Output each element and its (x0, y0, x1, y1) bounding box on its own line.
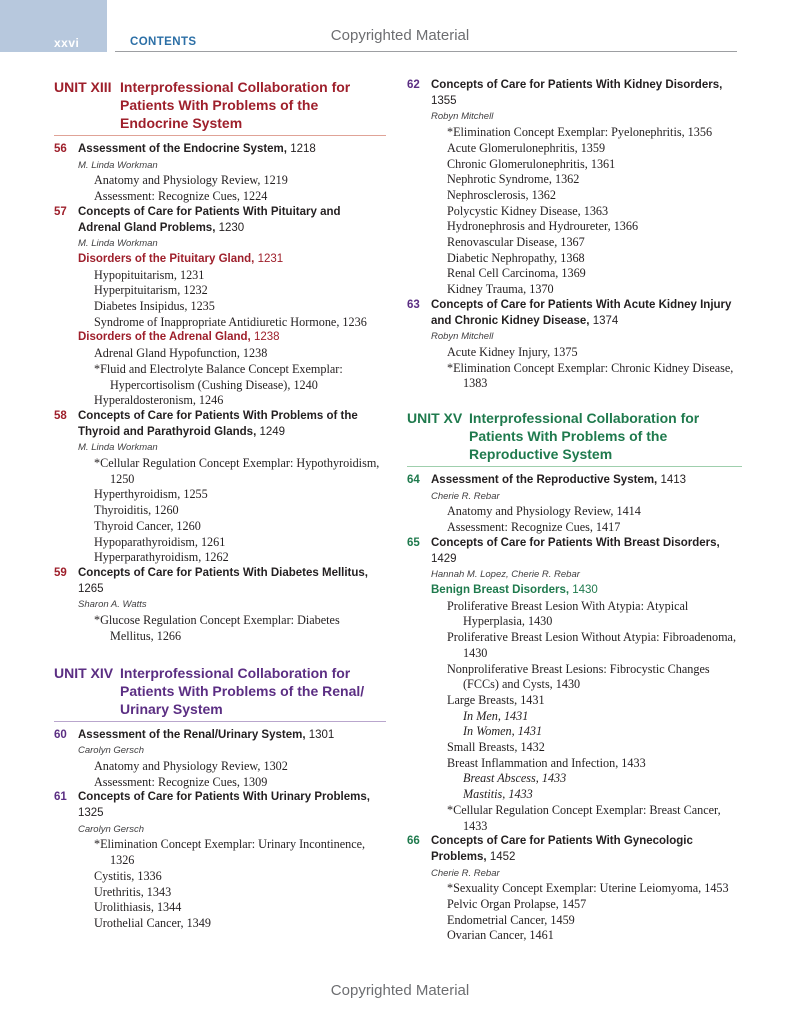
subtopic[interactable]: In Men, 1431 (463, 708, 529, 723)
topic[interactable]: Diabetes Insipidus, 1235 (94, 299, 215, 314)
chapter-entry (407, 298, 742, 392)
chapter-number: 59 (54, 566, 67, 579)
topic[interactable]: Anatomy and Physiology Review, 1302 (94, 758, 288, 773)
chapter-entry (54, 142, 386, 205)
subtopic[interactable]: In Women, 1431 (463, 724, 543, 739)
right-column (407, 78, 742, 944)
topic[interactable]: *Fluid and Electrolyte Balance Concept Exemplar: Hypercortisolism (Cushing Disease), 1240 (94, 361, 343, 392)
unit-label: UNIT XV (407, 410, 463, 427)
topic[interactable]: Proliferative Breast Lesion Without Atypia: Fibroadenoma, 1430 (447, 630, 737, 660)
chapter-entry (54, 409, 386, 566)
topic[interactable]: Polycystic Kidney Disease, 1363 (447, 203, 609, 218)
topic[interactable]: Syndrome of Inappropriate Antidiuretic Hormone, 1236 (94, 314, 367, 329)
section-heading (54, 330, 386, 346)
chapter-number: 62 (407, 79, 420, 91)
chapter-number: 56 (54, 143, 67, 155)
chapter-author: Cherie R. Rebar (431, 867, 500, 879)
copyright-watermark-bottom: Copyrighted Material (330, 982, 470, 999)
topic[interactable]: Hyperthyroidism, 1255 (94, 487, 208, 502)
topic[interactable]: Assessment: Recognize Cues, 1224 (94, 189, 268, 204)
topic[interactable]: Nephrotic Syndrome, 1362 (447, 172, 580, 187)
topic[interactable]: Thyroiditis, 1260 (94, 503, 179, 518)
unit-heading (407, 409, 742, 467)
unit-title: Interprofessional Collaboration for Patients With Problems of the Reproductive System (469, 410, 700, 463)
topic[interactable]: Pelvic Organ Prolapse, 1457 (447, 897, 587, 912)
chapter-author: Carolyn Gersch (78, 745, 144, 757)
chapter-author: M. Linda Workman (78, 442, 158, 454)
chapter-title[interactable]: Concepts of Care for Patients With Gynecologic Problems, (431, 835, 693, 863)
topic[interactable]: *Elimination Concept Exemplar: Chronic Kidney Disease, 1383 (447, 360, 734, 391)
chapter-page: 1429 (431, 552, 457, 565)
section-title[interactable]: Disorders of the Adrenal Gland, (78, 331, 251, 344)
topic[interactable]: Nephrosclerosis, 1362 (447, 187, 556, 202)
chapter-page: 1218 (290, 143, 316, 155)
chapter-entry (54, 790, 386, 931)
topic[interactable]: Hypoparathyroidism, 1261 (94, 534, 226, 549)
left-column (54, 78, 386, 932)
section-page: 1430 (572, 583, 598, 596)
subtopic[interactable]: Mastitis, 1433 (463, 787, 533, 802)
topic[interactable]: Endometrial Cancer, 1459 (447, 912, 575, 927)
chapter-author: Cherie R. Rebar (431, 490, 500, 502)
chapter-title[interactable]: Concepts of Care for Patients With Acute Kidney Injury and Chronic Kidney Disease, (431, 298, 732, 327)
chapter-page: 1413 (660, 474, 687, 487)
chapter-number: 64 (407, 474, 420, 487)
topic[interactable]: Urothelial Cancer, 1349 (94, 915, 211, 930)
topic[interactable]: Anatomy and Physiology Review, 1414 (447, 504, 641, 519)
unit-label: UNIT XIII (54, 79, 112, 95)
topic[interactable]: Chronic Glomerulonephritis, 1361 (447, 156, 616, 171)
chapter-page: 1355 (431, 94, 457, 107)
chapter-author: Sharon A. Watts (78, 599, 147, 611)
chapter-title[interactable]: Concepts of Care for Patients With Breast Disorders, (431, 536, 720, 549)
unit-heading (54, 78, 386, 136)
topic[interactable]: Renal Cell Carcinoma, 1369 (447, 266, 586, 281)
chapter-entry (407, 536, 742, 834)
chapter-title[interactable]: Concepts of Care for Patients With Urinary Problems, (78, 791, 370, 804)
chapter-title[interactable]: Concepts of Care for Patients With Diabetes Mellitus, (78, 566, 368, 579)
chapter-title[interactable]: Assessment of the Endocrine System, (78, 143, 287, 155)
chapter-number: 58 (54, 409, 67, 422)
topic[interactable]: Thyroid Cancer, 1260 (94, 518, 201, 533)
topic[interactable]: Anatomy and Physiology Review, 1219 (94, 173, 288, 188)
topic[interactable]: Hypopituitarism, 1231 (94, 267, 205, 282)
chapter-title[interactable]: Concepts of Care for Patients With Kidney Disorders, (431, 79, 723, 91)
topic[interactable]: *Cellular Regulation Concept Exemplar: Breast Cancer, 1433 (447, 802, 721, 833)
topic[interactable]: Small Breasts, 1432 (447, 740, 545, 755)
unit-label: UNIT XIV (54, 664, 114, 681)
topic[interactable]: Hyperaldosteronism, 1246 (94, 393, 224, 408)
chapter-entry (54, 205, 386, 409)
chapter-author: Carolyn Gersch (78, 823, 144, 835)
chapter-page: 1452 (489, 850, 516, 863)
topic[interactable]: *Elimination Concept Exemplar: Urinary Incontinence, 1326 (94, 837, 366, 868)
section-heading (407, 583, 742, 599)
topic[interactable]: *Cellular Regulation Concept Exemplar: Hypothyroidism, 1250 (94, 456, 380, 486)
chapter-author: M. Linda Workman (78, 159, 158, 171)
chapter-page: 1265 (78, 582, 104, 595)
section-heading (54, 252, 386, 268)
topic[interactable]: Breast Inflammation and Infection, 1433 (447, 755, 646, 770)
chapter-number: 63 (407, 298, 420, 311)
chapter-page: 1249 (259, 425, 286, 438)
topic[interactable]: Hydronephrosis and Hydroureter, 1366 (447, 219, 639, 234)
chapter-title[interactable]: Assessment of the Reproductive System, (431, 474, 658, 487)
topic[interactable]: *Glucose Regulation Concept Exemplar: Diabetes Mellitus, 1266 (94, 613, 340, 643)
topic[interactable]: Cystitis, 1336 (94, 868, 162, 883)
copyright-watermark-top: Copyrighted Material (330, 27, 470, 44)
topic[interactable]: Hyperpituitarism, 1232 (94, 283, 208, 298)
subtopic[interactable]: Breast Abscess, 1433 (463, 771, 567, 786)
chapter-entry (407, 78, 742, 298)
header-rule (115, 51, 737, 52)
unit-title: Interprofessional Collaboration for Patients With Problems of the Endocrine System (120, 79, 351, 131)
topic[interactable]: Assessment: Recognize Cues, 1309 (94, 774, 268, 789)
page-number: xxvi (54, 36, 80, 50)
chapter-entry (407, 834, 742, 944)
section-title[interactable]: Disorders of the Pituitary Gland, (78, 252, 255, 265)
chapter-entry (54, 566, 386, 645)
topic[interactable]: Acute Kidney Injury, 1375 (447, 344, 578, 359)
topic[interactable]: Ovarian Cancer, 1461 (447, 928, 554, 943)
chapter-title[interactable]: Concepts of Care for Patients With Pituitary and Adrenal Gland Problems, (78, 205, 341, 234)
chapter-author: Robyn Mitchell (431, 331, 494, 343)
topic[interactable]: Adrenal Gland Hypofunction, 1238 (94, 346, 268, 361)
chapter-page: 1374 (592, 314, 619, 327)
chapter-title[interactable]: Assessment of the Renal/Urinary System, (78, 728, 306, 741)
running-head: CONTENTS (130, 36, 197, 48)
unit-title: Interprofessional Collaboration for Patients With Problems of the Renal/ Urinary System (120, 664, 365, 717)
topic[interactable]: Hyperparathyroidism, 1262 (94, 550, 229, 565)
topic[interactable]: Proliferative Breast Lesion With Atypia: Atypical Hyperplasia, 1430 (447, 598, 689, 629)
section-page: 1231 (257, 252, 284, 265)
topic[interactable]: Urolithiasis, 1344 (94, 900, 182, 915)
chapter-author: M. Linda Workman (78, 238, 158, 250)
chapter-number: 61 (54, 791, 67, 804)
chapter-page: 1325 (78, 807, 104, 820)
chapter-author: Robyn Mitchell (431, 111, 494, 123)
topic[interactable]: *Sexuality Concept Exemplar: Uterine Leiomyoma, 1453 (447, 881, 729, 896)
topic[interactable]: Large Breasts, 1431 (447, 692, 545, 707)
chapter-number: 60 (54, 728, 67, 741)
chapter-number: 65 (407, 536, 420, 549)
chapter-title[interactable]: Concepts of Care for Patients With Problems of the Thyroid and Parathyroid Glands, (78, 409, 358, 438)
chapter-page: 1301 (308, 728, 335, 741)
topic[interactable]: Kidney Trauma, 1370 (447, 282, 554, 297)
topic[interactable]: *Elimination Concept Exemplar: Pyelonephritis, 1356 (447, 125, 713, 140)
chapter-entry (54, 728, 386, 791)
chapter-number: 66 (407, 835, 420, 848)
chapter-entry (407, 473, 742, 536)
chapter-number: 57 (54, 205, 67, 218)
unit-heading (54, 664, 386, 722)
topic[interactable]: Urethritis, 1343 (94, 884, 172, 899)
topic[interactable]: Acute Glomerulonephritis, 1359 (447, 140, 606, 155)
topic[interactable]: Renovascular Disease, 1367 (447, 235, 585, 250)
topic[interactable]: Diabetic Nephropathy, 1368 (447, 250, 585, 265)
chapter-page: 1230 (218, 221, 245, 234)
topic[interactable]: Assessment: Recognize Cues, 1417 (447, 520, 621, 535)
topic[interactable]: Nonproliferative Breast Lesions: Fibrocystic Changes (FCCs) and Cysts, 1430 (447, 661, 710, 692)
section-title[interactable]: Benign Breast Disorders, (431, 583, 570, 596)
chapter-author: Hannah M. Lopez, Cherie R. Rebar (431, 569, 580, 581)
section-page: 1238 (253, 331, 280, 344)
